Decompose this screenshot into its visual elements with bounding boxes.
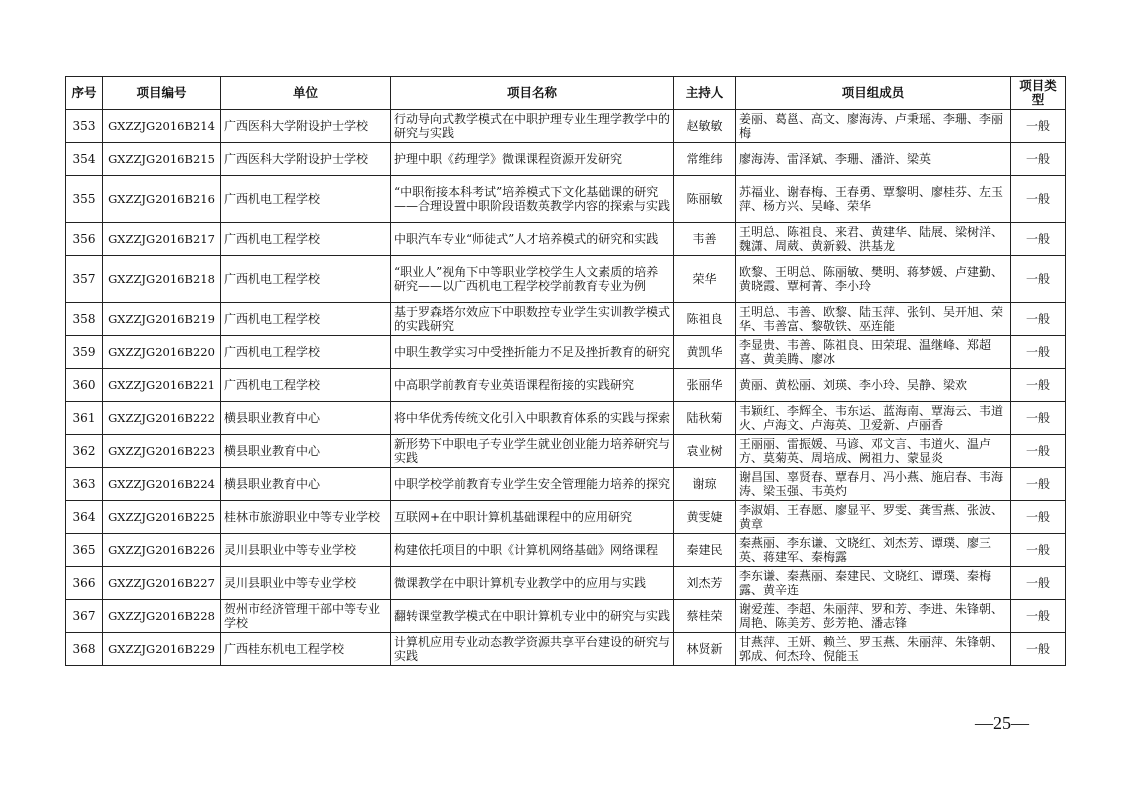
cell-seq: 360 — [66, 369, 103, 402]
cell-type: 一般 — [1011, 468, 1066, 501]
cell-project-name: 将中华优秀传统文化引入中职教育体系的实践与探索 — [391, 402, 674, 435]
cell-project-name: 基于罗森塔尔效应下中职数控专业学生实训教学模式的实践研究 — [391, 303, 674, 336]
cell-project-name: 行动导向式教学模式在中职护理专业生理学教学中的研究与实践 — [391, 110, 674, 143]
cell-unit: 灵川县职业中等专业学校 — [221, 567, 391, 600]
cell-project-name: 新形势下中职电子专业学生就业创业能力培养研究与实践 — [391, 435, 674, 468]
table-row — [66, 303, 1066, 336]
table-row — [66, 256, 1066, 303]
cell-seq: 361 — [66, 402, 103, 435]
cell-type: 一般 — [1011, 256, 1066, 303]
cell-project-name: 计算机应用专业动态教学资源共享平台建设的研究与实践 — [391, 633, 674, 666]
cell-unit: 广西医科大学附设护士学校 — [221, 110, 391, 143]
table-row — [66, 369, 1066, 402]
cell-host: 秦建民 — [674, 534, 736, 567]
cell-type: 一般 — [1011, 143, 1066, 176]
cell-type: 一般 — [1011, 435, 1066, 468]
cell-seq: 366 — [66, 567, 103, 600]
cell-seq: 354 — [66, 143, 103, 176]
table-row — [66, 534, 1066, 567]
cell-project-name: 构建依托项目的中职《计算机网络基础》网络课程 — [391, 534, 674, 567]
header-name: 项目名称 — [391, 77, 674, 110]
cell-seq: 365 — [66, 534, 103, 567]
cell-unit: 广西机电工程学校 — [221, 369, 391, 402]
cell-members: 王丽丽、雷振媛、马谚、邓文言、韦道火、温卢方、莫菊英、周培成、阙祖力、蒙显炎 — [736, 435, 1011, 468]
cell-unit: 横县职业教育中心 — [221, 435, 391, 468]
cell-code: GXZZJG2016B229 — [103, 633, 221, 666]
cell-unit: 广西机电工程学校 — [221, 256, 391, 303]
cell-code: GXZZJG2016B221 — [103, 369, 221, 402]
page-number: —25— — [975, 713, 1029, 733]
header-seq: 序号 — [66, 77, 103, 110]
cell-seq: 368 — [66, 633, 103, 666]
cell-host: 黄雯婕 — [674, 501, 736, 534]
cell-host: 蔡桂荣 — [674, 600, 736, 633]
cell-host: 陈丽敏 — [674, 176, 736, 223]
cell-project-name: 微课教学在中职计算机专业教学中的应用与实践 — [391, 567, 674, 600]
cell-members: 王明总、韦善、欧黎、陆玉萍、张钊、吴开旭、荣华、韦善富、黎敬铁、巫连能 — [736, 303, 1011, 336]
cell-members: 廖海涛、雷泽斌、李珊、潘浒、梁英 — [736, 143, 1011, 176]
table-row — [66, 336, 1066, 369]
cell-unit: 横县职业教育中心 — [221, 468, 391, 501]
cell-members: 甘燕萍、王妍、赖兰、罗玉燕、朱丽萍、朱锋朝、郭成、何杰玲、倪能玉 — [736, 633, 1011, 666]
cell-type: 一般 — [1011, 567, 1066, 600]
cell-unit: 桂林市旅游职业中等专业学校 — [221, 501, 391, 534]
cell-host: 袁业树 — [674, 435, 736, 468]
cell-members: 谢昌国、辜贤春、覃春月、冯小燕、施启春、韦海涛、梁玉强、韦英灼 — [736, 468, 1011, 501]
cell-members: 李淑娟、王春愿、廖显平、罗雯、龚雪燕、张波、黄章 — [736, 501, 1011, 534]
cell-seq: 363 — [66, 468, 103, 501]
cell-members: 秦燕丽、李东谦、文晓红、刘杰芳、谭璞、廖三英、蒋建军、秦梅露 — [736, 534, 1011, 567]
cell-host: 韦善 — [674, 223, 736, 256]
cell-unit: 广西机电工程学校 — [221, 176, 391, 223]
cell-code: GXZZJG2016B228 — [103, 600, 221, 633]
cell-unit: 广西医科大学附设护士学校 — [221, 143, 391, 176]
cell-project-name: 中职学校学前教育专业学生安全管理能力培养的探究 — [391, 468, 674, 501]
cell-type: 一般 — [1011, 369, 1066, 402]
cell-unit: 广西机电工程学校 — [221, 336, 391, 369]
cell-type: 一般 — [1011, 176, 1066, 223]
table-row — [66, 600, 1066, 633]
cell-members: 欧黎、王明总、陈丽敏、樊明、蒋梦媛、卢建勤、黄晓霞、覃柯菁、李小玲 — [736, 256, 1011, 303]
cell-unit: 横县职业教育中心 — [221, 402, 391, 435]
cell-host: 谢琼 — [674, 468, 736, 501]
cell-code: GXZZJG2016B227 — [103, 567, 221, 600]
cell-code: GXZZJG2016B217 — [103, 223, 221, 256]
cell-members: 苏福业、谢春梅、王春勇、覃黎明、廖桂芬、左玉萍、杨方兴、吴峰、荣华 — [736, 176, 1011, 223]
cell-code: GXZZJG2016B225 — [103, 501, 221, 534]
cell-host: 林贤新 — [674, 633, 736, 666]
header-code: 项目编号 — [103, 77, 221, 110]
cell-host: 陆秋菊 — [674, 402, 736, 435]
cell-host: 刘杰芳 — [674, 567, 736, 600]
cell-type: 一般 — [1011, 303, 1066, 336]
header-members: 项目组成员 — [736, 77, 1011, 110]
cell-host: 张丽华 — [674, 369, 736, 402]
cell-members: 姜丽、葛邕、高文、廖海涛、卢秉瑶、李珊、李丽梅 — [736, 110, 1011, 143]
cell-seq: 362 — [66, 435, 103, 468]
cell-host: 黄凯华 — [674, 336, 736, 369]
table-body — [66, 110, 1066, 666]
cell-seq: 364 — [66, 501, 103, 534]
cell-members: 韦颖红、李辉全、韦东运、蓝海南、覃海云、韦道火、卢海文、卢海英、卫爱新、卢丽香 — [736, 402, 1011, 435]
table-row — [66, 223, 1066, 256]
cell-project-name: “职业人”视角下中等职业学校学生人文素质的培养研究——以广西机电工程学校学前教育专业为例 — [391, 256, 674, 303]
table-header-row — [66, 77, 1066, 110]
cell-host: 荣华 — [674, 256, 736, 303]
cell-unit: 广西桂东机电工程学校 — [221, 633, 391, 666]
table-row — [66, 110, 1066, 143]
project-table — [65, 76, 1066, 666]
header-type: 项目类型 — [1011, 77, 1066, 110]
table-row — [66, 402, 1066, 435]
table-row — [66, 143, 1066, 176]
cell-type: 一般 — [1011, 633, 1066, 666]
cell-host: 陈祖良 — [674, 303, 736, 336]
header-host: 主持人 — [674, 77, 736, 110]
cell-type: 一般 — [1011, 501, 1066, 534]
table-row — [66, 176, 1066, 223]
cell-type: 一般 — [1011, 336, 1066, 369]
table-row — [66, 435, 1066, 468]
cell-seq: 357 — [66, 256, 103, 303]
cell-members: 李显贵、韦善、陈祖良、田荣琨、温继峰、郑超喜、黄美腾、廖冰 — [736, 336, 1011, 369]
cell-seq: 355 — [66, 176, 103, 223]
cell-type: 一般 — [1011, 223, 1066, 256]
cell-project-name: 中高职学前教育专业英语课程衔接的实践研究 — [391, 369, 674, 402]
cell-code: GXZZJG2016B226 — [103, 534, 221, 567]
cell-unit: 广西机电工程学校 — [221, 303, 391, 336]
table-row — [66, 501, 1066, 534]
cell-members: 李东谦、秦燕丽、秦建民、文晓红、谭璞、秦梅露、黄辛连 — [736, 567, 1011, 600]
cell-unit: 灵川县职业中等专业学校 — [221, 534, 391, 567]
cell-seq: 353 — [66, 110, 103, 143]
table-row — [66, 633, 1066, 666]
cell-host: 常维纬 — [674, 143, 736, 176]
cell-code: GXZZJG2016B216 — [103, 176, 221, 223]
cell-code: GXZZJG2016B214 — [103, 110, 221, 143]
cell-project-name: “中职衔接本科考试”培养模式下文化基础课的研究——合理设置中职阶段语数英教学内容的探索与实践 — [391, 176, 674, 223]
cell-project-name: 中职汽车专业“师徒式”人才培养模式的研究和实践 — [391, 223, 674, 256]
cell-type: 一般 — [1011, 402, 1066, 435]
cell-seq: 359 — [66, 336, 103, 369]
cell-type: 一般 — [1011, 534, 1066, 567]
cell-host: 赵敏敏 — [674, 110, 736, 143]
cell-code: GXZZJG2016B224 — [103, 468, 221, 501]
cell-code: GXZZJG2016B223 — [103, 435, 221, 468]
cell-seq: 367 — [66, 600, 103, 633]
cell-project-name: 互联网+在中职计算机基础课程中的应用研究 — [391, 501, 674, 534]
cell-unit: 广西机电工程学校 — [221, 223, 391, 256]
cell-members: 黄丽、黄松丽、刘瑛、李小玲、吴静、梁欢 — [736, 369, 1011, 402]
cell-seq: 356 — [66, 223, 103, 256]
cell-project-name: 中职生教学实习中受挫折能力不足及挫折教育的研究 — [391, 336, 674, 369]
cell-code: GXZZJG2016B218 — [103, 256, 221, 303]
table-row — [66, 468, 1066, 501]
cell-project-name: 护理中职《药理学》微课课程资源开发研究 — [391, 143, 674, 176]
cell-code: GXZZJG2016B219 — [103, 303, 221, 336]
cell-unit: 贺州市经济管理干部中等专业学校 — [221, 600, 391, 633]
cell-code: GXZZJG2016B220 — [103, 336, 221, 369]
cell-seq: 358 — [66, 303, 103, 336]
header-unit: 单位 — [221, 77, 391, 110]
cell-members: 王明总、陈祖良、来君、黄建华、陆展、梁树洋、魏潇、周葳、黄新毅、洪基龙 — [736, 223, 1011, 256]
cell-project-name: 翻转课堂教学模式在中职计算机专业中的研究与实践 — [391, 600, 674, 633]
cell-members: 谢爱莲、李超、朱丽萍、罗和芳、李进、朱锋朝、周艳、陈美芳、彭芳艳、潘志锋 — [736, 600, 1011, 633]
cell-code: GXZZJG2016B215 — [103, 143, 221, 176]
cell-type: 一般 — [1011, 600, 1066, 633]
table-row — [66, 567, 1066, 600]
cell-code: GXZZJG2016B222 — [103, 402, 221, 435]
cell-type: 一般 — [1011, 110, 1066, 143]
